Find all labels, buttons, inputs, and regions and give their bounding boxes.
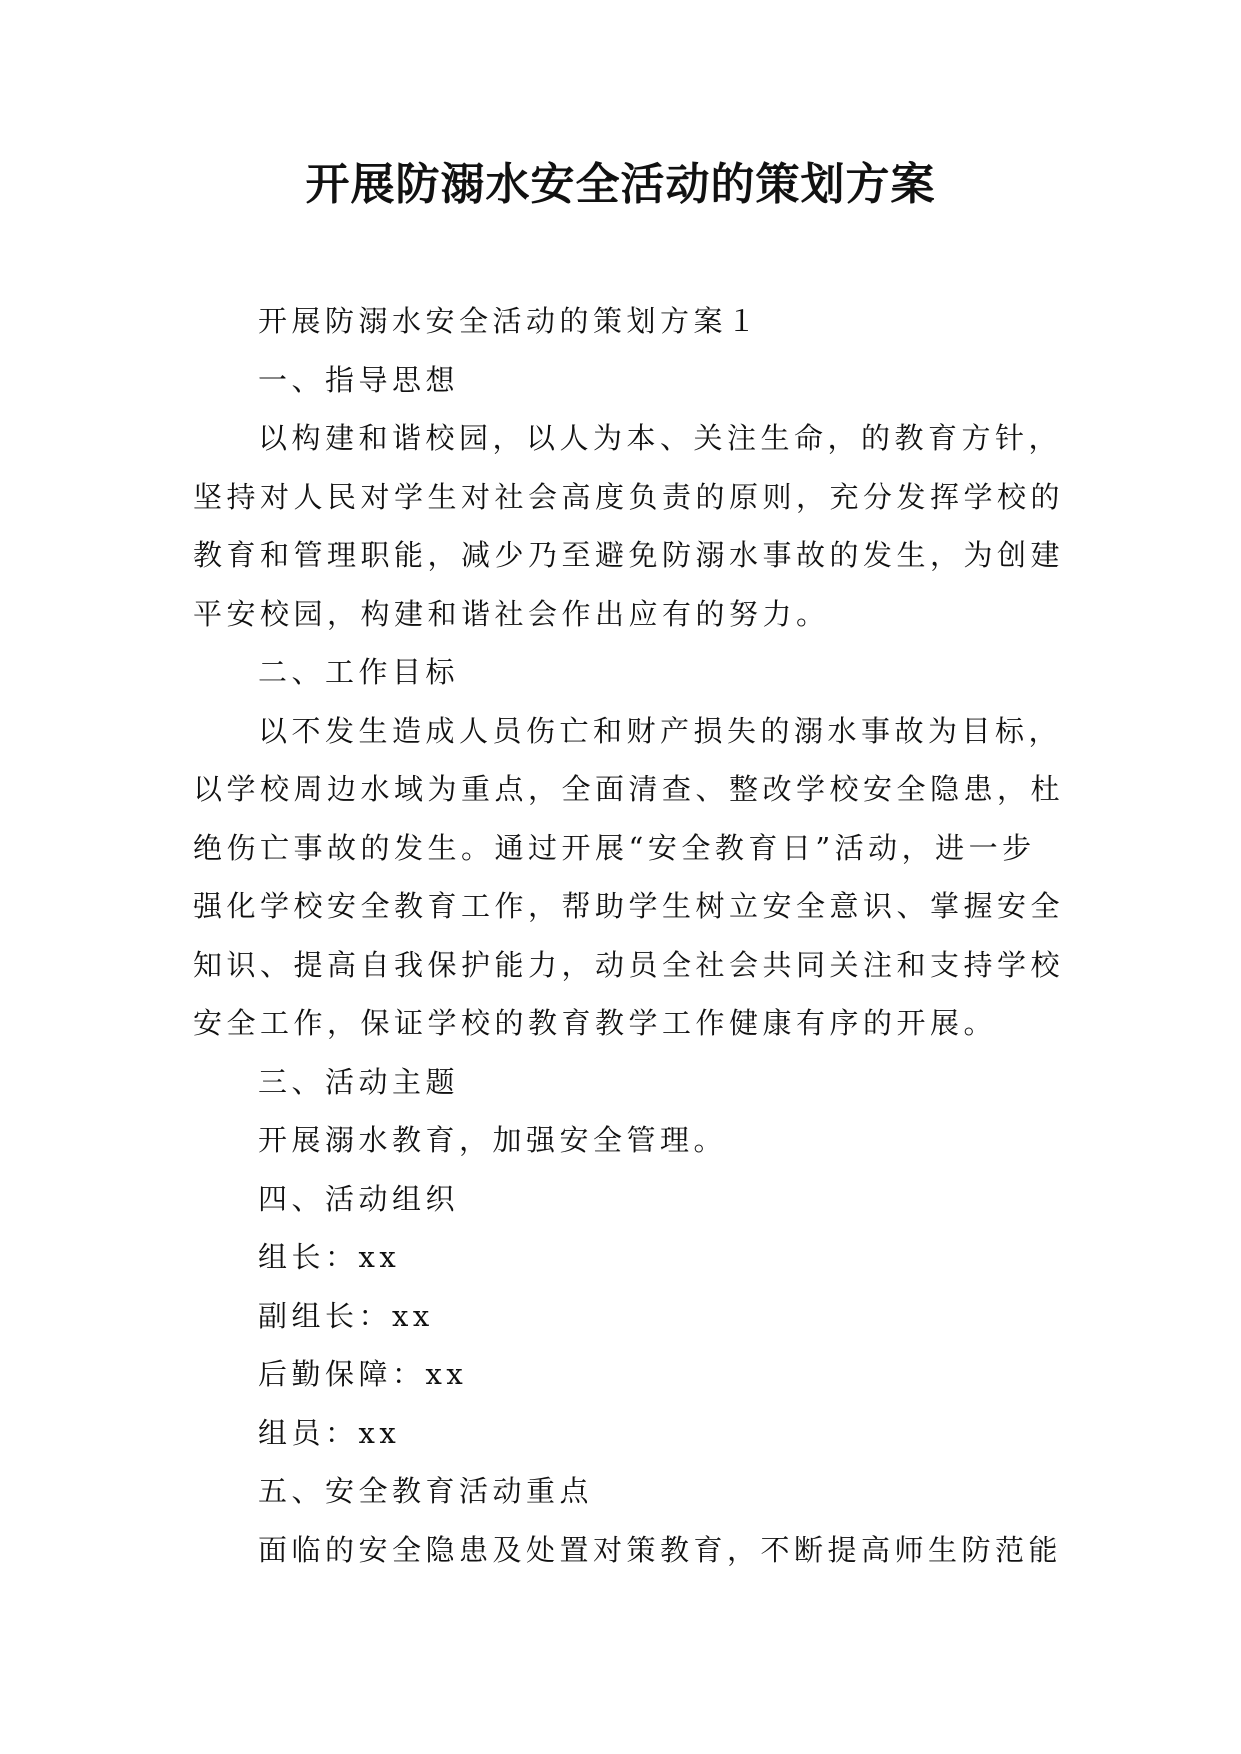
body-line: 平安校园，构建和谐社会作出应有的努力。 — [193, 596, 830, 631]
body-line: 一、指导思想 — [258, 362, 460, 397]
body-line: 以不发生造成人员伤亡和财产损失的溺水事故为目标， — [258, 713, 1063, 748]
body-line: 知识、提高自我保护能力，动员全社会共同关注和支持学校 — [193, 947, 1065, 982]
body-line: 后勤保障：xx — [258, 1357, 468, 1391]
body-line: 坚持对人民对学生对社会高度负责的原则，充分发挥学校的 — [193, 479, 1065, 514]
document-title: 开展防溺水安全活动的策划方案 — [305, 159, 936, 210]
body-line: 以学校周边水域为重点，全面清查、整改学校安全隐患，杜 — [193, 772, 1065, 806]
body-line: 开展防溺水安全活动的策划方案１ — [258, 304, 761, 338]
body-line: 以构建和谐校园，以人为本、关注生命，的教育方针， — [258, 421, 1063, 455]
body-line: 教育和管理职能，减少乃至避免防溺水事故的发生，为创建 — [193, 538, 1065, 572]
body-line: 安全工作，保证学校的教育教学工作健康有序的开展。 — [193, 1006, 998, 1040]
body-line: 三、活动主题 — [258, 1064, 460, 1099]
body-line: 开展溺水教育，加强安全管理。 — [258, 1123, 728, 1157]
body-line: 副组长：xx — [258, 1298, 434, 1333]
body-line: 强化学校安全教育工作，帮助学生树立安全意识、掌握安全 — [193, 889, 1065, 923]
body-line: 四、活动组织 — [258, 1181, 460, 1216]
body-line: 绝伤亡事故的发生。通过开展“安全教育日”活动，进一步 — [193, 830, 1036, 865]
body-line: 二、工作目标 — [258, 655, 460, 689]
body-line: 面临的安全隐患及处置对策教育，不断提高师生防范能 — [258, 1532, 1063, 1567]
body-line: 组长：xx — [258, 1240, 401, 1274]
document-body — [193, 292, 1065, 1579]
body-line: 组员：xx — [258, 1415, 401, 1450]
body-line: 五、安全教育活动重点 — [258, 1474, 594, 1508]
